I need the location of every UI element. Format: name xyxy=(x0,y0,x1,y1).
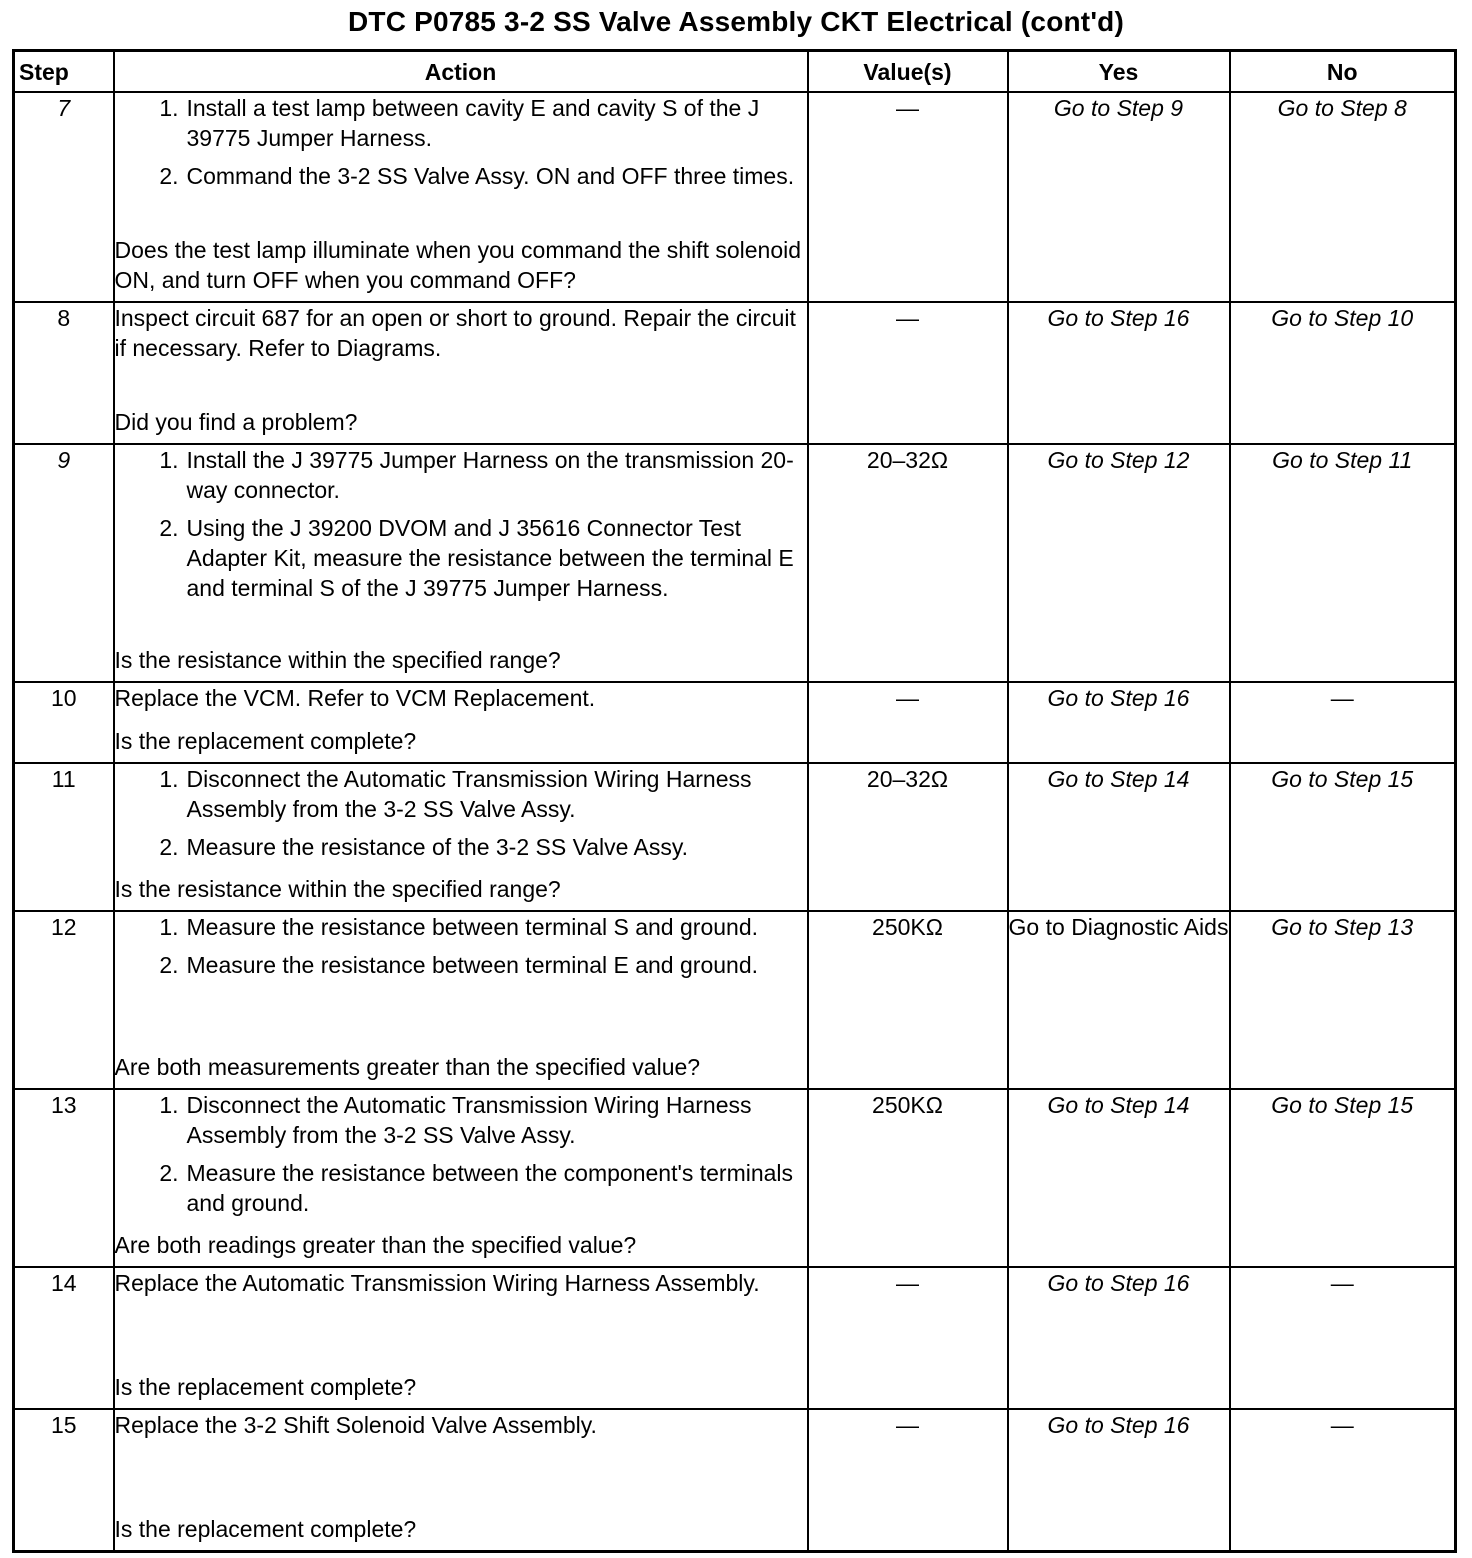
value-cell: — xyxy=(808,92,1008,302)
list-item: 2. Measure the resistance between terminal E and ground. xyxy=(159,952,758,978)
action-cell xyxy=(114,1409,808,1551)
action-question: Is the resistance within the specified range? xyxy=(114,647,561,673)
header-no: No xyxy=(1230,51,1456,93)
table-row xyxy=(14,1409,1456,1551)
table-row xyxy=(14,444,1456,682)
list-item: 1. Measure the resistance between terminal S and ground. xyxy=(159,914,758,940)
no-cell: — xyxy=(1230,1267,1456,1409)
no-cell: — xyxy=(1230,1409,1456,1551)
action-steps xyxy=(115,445,807,603)
value-cell: 20–32Ω xyxy=(808,444,1008,682)
list-item: 1. Disconnect the Automatic Transmission Wiring Harness Assembly from the 3-2 SS Valve Assy. xyxy=(159,1092,752,1148)
action-question: Did you find a problem? xyxy=(114,409,358,435)
action-question: Does the test lamp illuminate when you command the shift solenoid ON, and turn OFF when you command OFF? xyxy=(114,237,802,293)
step-number: 10 xyxy=(14,682,114,763)
no-cell: Go to Step 13 xyxy=(1230,911,1456,1089)
value-cell: — xyxy=(808,682,1008,763)
value-cell: 20–32Ω xyxy=(808,763,1008,911)
action-question: Are both readings greater than the specified value? xyxy=(114,1232,637,1258)
yes-cell: Go to Step 16 xyxy=(1008,1409,1230,1551)
no-cell: Go to Step 15 xyxy=(1230,763,1456,911)
table-row xyxy=(14,92,1456,302)
action-text: Replace the VCM. Refer to VCM Replacement. xyxy=(114,685,596,711)
table-row xyxy=(14,682,1456,763)
action-cell xyxy=(114,763,808,911)
step-number: 13 xyxy=(14,1089,114,1267)
action-cell xyxy=(114,302,808,444)
yes-cell: Go to Diagnostic Aids xyxy=(1008,911,1230,1089)
action-cell xyxy=(114,92,808,302)
table-row xyxy=(14,911,1456,1089)
action-question: Is the replacement complete? xyxy=(114,1374,417,1400)
action-question: Are both measurements greater than the specified value? xyxy=(114,1054,701,1080)
list-item: 1. Install a test lamp between cavity E and cavity S of the J 39775 Jumper Harness. xyxy=(159,95,760,151)
table-row xyxy=(14,302,1456,444)
value-cell: — xyxy=(808,1267,1008,1409)
table-row xyxy=(14,1089,1456,1267)
action-text: Inspect circuit 687 for an open or short to ground. Repair the circuit if necessary. Refer to Diagrams. xyxy=(114,305,796,361)
step-number: 14 xyxy=(14,1267,114,1409)
value-cell: 250KΩ xyxy=(808,911,1008,1089)
yes-cell: Go to Step 14 xyxy=(1008,763,1230,911)
action-question: Is the resistance within the specified range? xyxy=(114,876,561,902)
no-cell: Go to Step 8 xyxy=(1230,92,1456,302)
diagnostic-table xyxy=(12,49,1457,1553)
step-number: 12 xyxy=(14,911,114,1089)
value-cell: — xyxy=(808,1409,1008,1551)
action-steps xyxy=(115,912,807,980)
page-title: DTC P0785 3-2 SS Valve Assembly CKT Electrical (cont'd) xyxy=(347,6,1125,37)
action-text: Replace the 3-2 Shift Solenoid Valve Assembly. xyxy=(114,1412,597,1438)
no-cell: Go to Step 11 xyxy=(1230,444,1456,682)
action-cell xyxy=(114,444,808,682)
yes-cell: Go to Step 16 xyxy=(1008,1267,1230,1409)
yes-cell: Go to Step 16 xyxy=(1008,682,1230,763)
no-cell: Go to Step 10 xyxy=(1230,302,1456,444)
header-step: Step xyxy=(14,51,114,93)
yes-cell: Go to Step 12 xyxy=(1008,444,1230,682)
action-question: Is the replacement complete? xyxy=(114,1516,417,1542)
header-row xyxy=(14,51,1456,93)
table-row xyxy=(14,1267,1456,1409)
step-number: 11 xyxy=(14,763,114,911)
list-item: 1. Install the J 39775 Jumper Harness on the transmission 20-way connector. xyxy=(159,447,794,503)
table-row xyxy=(14,763,1456,911)
list-item: 2. Measure the resistance between the component's terminals and ground. xyxy=(159,1160,794,1216)
list-item: 2. Command the 3-2 SS Valve Assy. ON and OFF three times. xyxy=(159,163,795,189)
action-cell xyxy=(114,682,808,763)
no-cell: Go to Step 15 xyxy=(1230,1089,1456,1267)
header-values: Value(s) xyxy=(808,51,1008,93)
yes-cell: Go to Step 14 xyxy=(1008,1089,1230,1267)
yes-cell: Go to Step 16 xyxy=(1008,302,1230,444)
step-number: 7 xyxy=(14,92,114,302)
header-action: Action xyxy=(114,51,808,93)
step-number: 9 xyxy=(14,444,114,682)
no-cell: — xyxy=(1230,682,1456,763)
list-item: 2. Using the J 39200 DVOM and J 35616 Connector Test Adapter Kit, measure the resistance between the terminal E and terminal S of the J 39775 Jumper Harness. xyxy=(159,515,794,601)
step-number: 15 xyxy=(14,1409,114,1551)
action-text: Replace the Automatic Transmission Wiring Harness Assembly. xyxy=(114,1270,760,1296)
header-yes: Yes xyxy=(1008,51,1230,93)
action-cell xyxy=(114,911,808,1089)
value-cell: — xyxy=(808,302,1008,444)
action-steps xyxy=(115,1090,807,1218)
action-cell xyxy=(114,1267,808,1409)
list-item: 1. Disconnect the Automatic Transmission Wiring Harness Assembly from the 3-2 SS Valve Assy. xyxy=(159,766,752,822)
step-number: 8 xyxy=(14,302,114,444)
action-cell xyxy=(114,1089,808,1267)
action-question: Is the replacement complete? xyxy=(114,728,417,754)
yes-cell: Go to Step 9 xyxy=(1008,92,1230,302)
value-cell: 250KΩ xyxy=(808,1089,1008,1267)
action-steps xyxy=(115,93,807,191)
list-item: 2. Measure the resistance of the 3-2 SS Valve Assy. xyxy=(159,834,689,860)
action-steps xyxy=(115,764,807,862)
